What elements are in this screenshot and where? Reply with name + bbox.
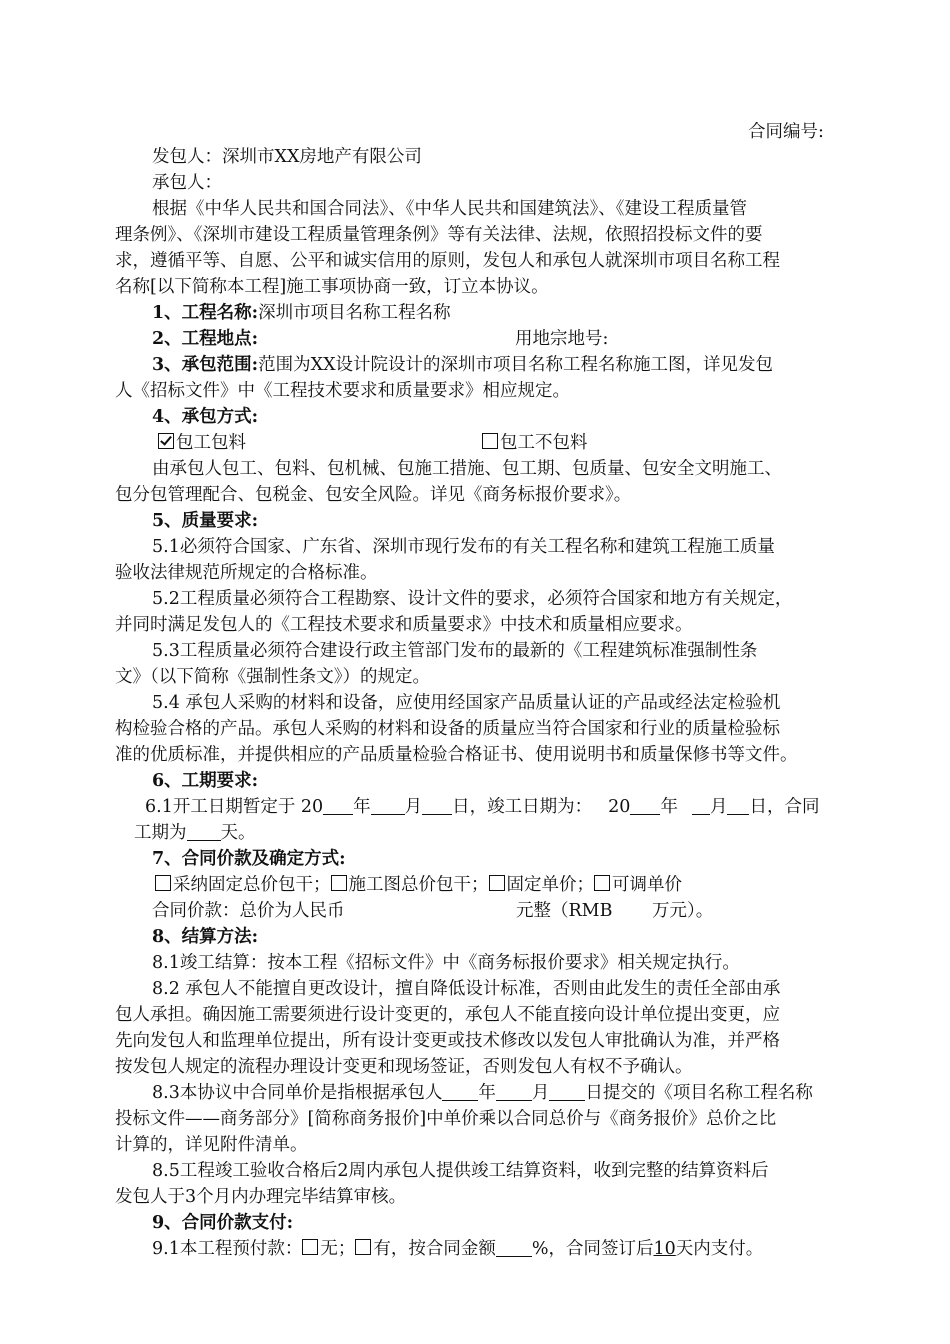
section-5-heading: 5、质量要求:: [152, 511, 259, 531]
intro-line: 理条例》、《深圳市建设工程质量管理条例》等有关法律、法规，依照招投标文件的要: [115, 225, 763, 245]
settlement-clause: 8.1竣工结算：按本工程《招标文件》中《商务标报价要求》相关规定执行。: [152, 953, 740, 973]
contract-price-label: 合同价款：总价为人民币: [152, 901, 345, 921]
checked-checkbox-icon[interactable]: [158, 433, 174, 449]
settlement-clause: 先向发包人和监理单位提出，所有设计变更或技术修改以发包人审批确认为准，并严格: [115, 1031, 780, 1051]
settlement-clause: 按发包人规定的流程办理设计变更和现场签证，否则发包人有权不予确认。: [115, 1057, 693, 1077]
section-1-heading: 1、工程名称:: [152, 303, 259, 323]
section-6-heading: 6、工期要求:: [152, 771, 259, 791]
intro-line: 名称[以下简称本工程]施工事项协商一致，订立本协议。: [115, 277, 549, 297]
employer-line: 发包人：深圳市XX房地产有限公司: [152, 147, 422, 167]
intro-line: 根据《中华人民共和国合同法》、《中华人民共和国建筑法》、《建设工程质量管: [152, 199, 747, 219]
quality-clause: 5.3工程质量必须符合建设行政主管部门发布的最新的《工程建筑标准强制性条: [152, 641, 758, 661]
option-label: 采纳固定总价包干；: [173, 875, 331, 895]
settlement-clause: [152, 1081, 813, 1107]
schedule-text: 20: [608, 797, 631, 817]
quality-clause: 5.1必须符合国家、广东省、深圳市现行发布的有关工程名称和建筑工程施工质量: [152, 537, 775, 557]
section-8-heading: 8、结算方法:: [152, 927, 259, 947]
settlement-clause: 计算的，详见附件清单。: [115, 1135, 308, 1155]
schedule-line: [145, 795, 819, 821]
quality-clause: 5.4 承包人采购的材料和设备，应使用经国家产品质量认证的产品或经法定检验机: [152, 693, 781, 713]
checkbox-icon[interactable]: [594, 875, 610, 891]
settlement-clause: 包人承担。确因施工需要须进行设计变更的，承包人不能直接向设计单位提出变更，应: [115, 1005, 780, 1025]
intro-line: 求，遵循平等、自愿、公平和诚实信用的原则，发包人和承包人就深圳市项目名称工程: [115, 251, 780, 271]
end-month-blank[interactable]: [692, 796, 710, 815]
clause-text: 9.1本工程预付款：: [152, 1239, 303, 1259]
clause-text: 8.3本协议中合同单价是指根据承包人: [152, 1083, 443, 1103]
parcel-number-label: 用地宗地号:: [515, 329, 609, 349]
settlement-clause: 投标文件——商务部分》[简称商务报价]中单价乘以合同总价与《商务报价》总价之比: [115, 1109, 777, 1129]
section-4-heading: 4、承包方式:: [152, 407, 259, 427]
duration-days-blank[interactable]: [187, 822, 221, 841]
schedule-text: 月: [404, 797, 423, 817]
advance-percent-blank[interactable]: [496, 1238, 532, 1257]
contract-number-label: 合同编号:: [748, 122, 824, 142]
option-label: 包工不包料: [500, 433, 588, 453]
quality-clause: 准的优质标准，并提供相应的产品质量检验合格证书、使用说明书和质量保修书等文件。: [115, 745, 798, 765]
schedule-text: 6.1开工日期暂定于 20: [145, 797, 324, 817]
checkbox-icon[interactable]: [331, 875, 347, 891]
contract-method-desc: 包分包管理配合、包税金、包安全风险。详见《商务标报价要求》。: [115, 485, 632, 505]
clause-text: 天内支付。: [675, 1239, 764, 1259]
end-year-blank[interactable]: [630, 796, 660, 815]
bid-day-blank[interactable]: [549, 1082, 585, 1101]
start-day-blank[interactable]: [422, 796, 452, 815]
section-3: [152, 353, 773, 379]
quality-clause: 验收法律规范所规定的合格标准。: [115, 563, 378, 583]
checkbox-icon[interactable]: [489, 875, 505, 891]
settlement-clause: 8.2 承包人不能擅自更改设计，擅自降低设计标准，否则由此发生的责任全部由承: [152, 979, 781, 999]
price-method-options: [155, 873, 682, 899]
start-month-blank[interactable]: [371, 796, 405, 815]
option-labor-and-materials[interactable]: [158, 431, 246, 457]
clause-text: 年: [478, 1083, 496, 1103]
quality-clause: 并同时满足发包人的《工程技术要求和质量要求》中技术和质量相应要求。: [115, 615, 693, 635]
duration-line: [134, 821, 256, 847]
settlement-clause: 发包人于3个月内办理完毕结算审核。: [115, 1187, 407, 1207]
contract-method-desc: 由承包人包工、包料、包机械、包施工措施、包工期、包质量、包安全文明施工、: [152, 459, 782, 479]
schedule-text: 日，合同: [749, 797, 820, 817]
schedule-text: 年: [660, 797, 678, 817]
checkbox-icon[interactable]: [355, 1239, 371, 1255]
settlement-clause: 8.5工程竣工验收合格后2周内承包人提供竣工结算资料，收到完整的结算资料后: [152, 1161, 769, 1181]
duration-text: 工期为: [134, 823, 187, 843]
clause-text: 月: [531, 1083, 550, 1103]
end-day-blank[interactable]: [727, 796, 749, 815]
option-label: 有，按合同金额: [373, 1239, 496, 1259]
scope-text: 人《招标文件》中《工程技术要求和质量要求》相应规定。: [115, 381, 570, 401]
option-label: 固定单价；: [506, 875, 594, 895]
checkbox-icon[interactable]: [302, 1239, 318, 1255]
duration-text: 天。: [220, 823, 256, 843]
start-year-blank[interactable]: [323, 796, 353, 815]
quality-clause: 5.2工程质量必须符合工程勘察、设计文件的要求，必须符合国家和地方有关规定，: [152, 589, 793, 609]
schedule-text: 年: [353, 797, 371, 817]
advance-payment-line: [152, 1237, 763, 1263]
option-label: 施工图总价包干；: [348, 875, 489, 895]
quality-clause: 构检验合格的产品。承包人采购的材料和设备的质量应当符合国家和行业的质量检验标: [115, 719, 780, 739]
section-9-heading: 9、合同价款支付:: [152, 1213, 294, 1233]
advance-days-value: 10: [653, 1239, 676, 1259]
option-label: 包工包料: [176, 433, 246, 453]
option-labor-only[interactable]: [482, 431, 588, 457]
section-7-heading: 7、合同价款及确定方式:: [152, 849, 346, 869]
project-name: 深圳市项目名称工程名称: [258, 303, 451, 323]
bid-month-blank[interactable]: [496, 1082, 532, 1101]
contractor-line: 承包人：: [152, 173, 222, 193]
contract-price-rmb: 元整（RMB: [516, 901, 613, 921]
option-label: 可调单价: [612, 875, 682, 895]
section-3-heading: 3、承包范围:: [152, 355, 259, 375]
option-label: 无；: [320, 1239, 356, 1259]
section-2-heading: 2、工程地点:: [152, 329, 259, 349]
contract-price-unit: 万元）。: [652, 901, 714, 921]
bid-year-blank[interactable]: [442, 1082, 478, 1101]
section-1: [152, 301, 451, 327]
clause-text: %，合同签订后: [531, 1239, 654, 1259]
clause-text: 日提交的《项目名称工程名称: [585, 1083, 813, 1103]
quality-clause: 文》（以下简称《强制性条文》）的规定。: [115, 667, 430, 687]
checkbox-icon[interactable]: [482, 433, 498, 449]
checkbox-icon[interactable]: [155, 875, 171, 891]
schedule-text: 月: [709, 797, 728, 817]
scope-text: 范围为XX设计院设计的深圳市项目名称工程名称施工图，详见发包: [258, 355, 774, 375]
schedule-text: 日，竣工日期为：: [452, 797, 593, 817]
